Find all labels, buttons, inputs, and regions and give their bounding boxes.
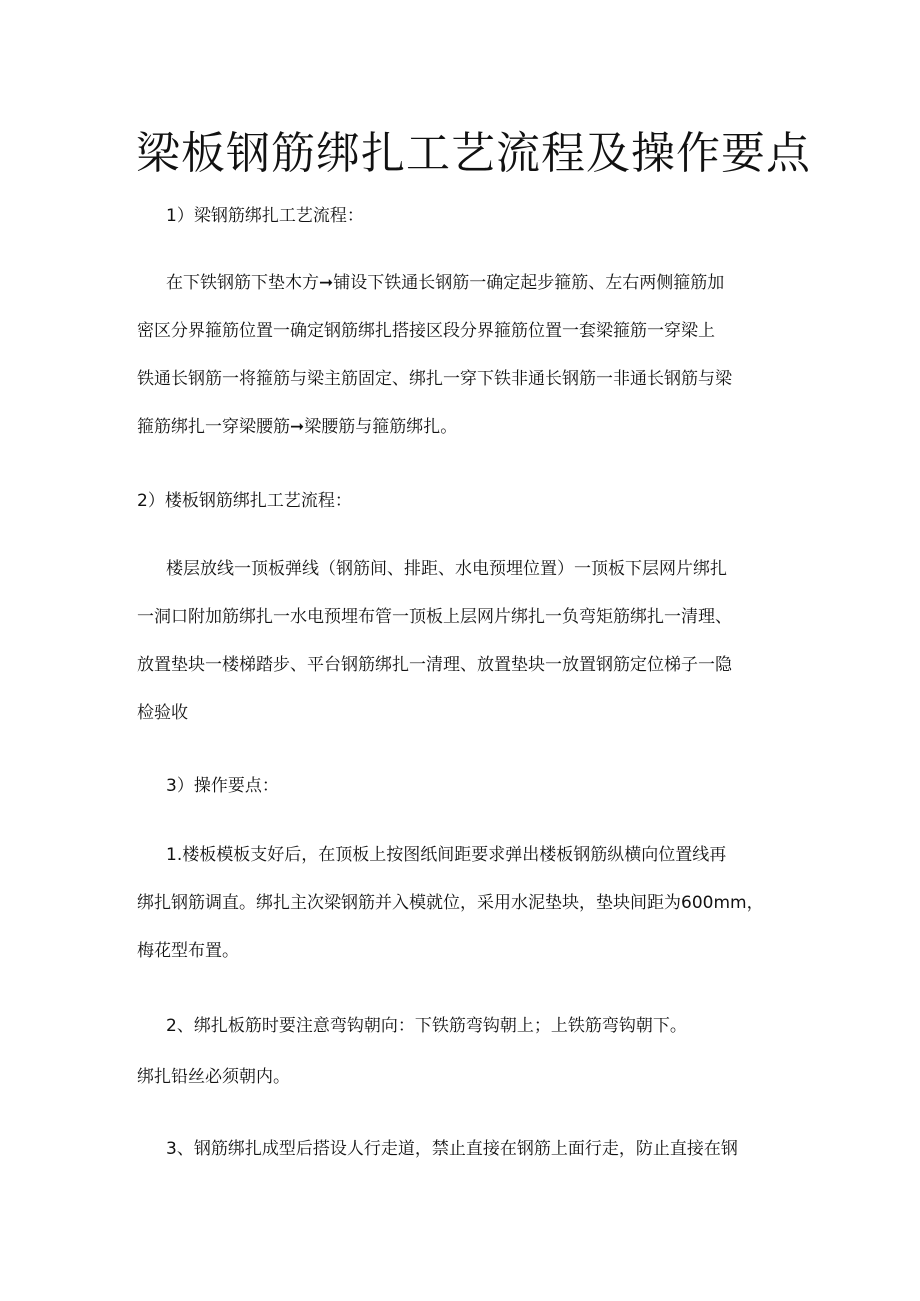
section2-line-3: 放置垫块一楼梯踏步、平台钢筋绑扎一清理、放置垫块一放置钢筋定位梯子一隐	[137, 655, 732, 675]
section2-line-2: 一洞口附加筋绑扎一水电预埋布管一顶板上层网片绑扎一负弯矩筋绑扎一清理、	[137, 607, 732, 627]
section2-line-4: 检验收	[137, 703, 188, 723]
point1-line-1: 1.楼板模板支好后，在顶板上按图纸间距要求弹出楼板钢筋纵横向位置线再	[166, 845, 727, 865]
point2-line-1: 2、绑扎板筋时要注意弯钩朝向：下铁筋弯钩朝上；上铁筋弯钩朝下。	[166, 1016, 687, 1036]
section2-heading: 2）楼板钢筋绑扎工艺流程：	[137, 491, 352, 511]
section1-heading: 1）梁钢筋绑扎工艺流程：	[166, 206, 364, 226]
point3-line-1: 3、钢筋绑扎成型后搭设人行走道，禁止直接在钢筋上面行走，防止直接在钢	[166, 1139, 738, 1159]
point1-line-2: 绑扎钢筋调直。绑扎主次梁钢筋并入模就位，采用水泥垫块，垫块间距为600mm，	[137, 893, 764, 913]
point2-line-2: 绑扎铅丝必须朝内。	[137, 1067, 290, 1087]
page-title: 梁板钢筋绑扎工艺流程及操作要点	[136, 128, 811, 179]
section1-line-1: 在下铁钢筋下垫木方➞铺设下铁通长钢筋一确定起步箍筋、左右两侧箍筋加	[166, 273, 725, 293]
section2-line-1: 楼层放线一顶板弹线（钢筋间、排距、水电预埋位置）一顶板下层网片绑扎	[166, 559, 727, 579]
section1-line-4: 箍筋绑扎一穿梁腰筋➞梁腰筋与箍筋绑扎。	[137, 417, 458, 437]
section1-line-3: 铁通长钢筋一将箍筋与梁主筋固定、绑扎一穿下铁非通长钢筋一非通长钢筋与梁	[137, 369, 732, 389]
point1-line-3: 梅花型布置。	[137, 941, 239, 961]
section3-heading: 3）操作要点：	[166, 776, 279, 796]
section1-line-2: 密区分界箍筋位置一确定钢筋绑扎搭接区段分界箍筋位置一套梁箍筋一穿梁上	[137, 321, 715, 341]
